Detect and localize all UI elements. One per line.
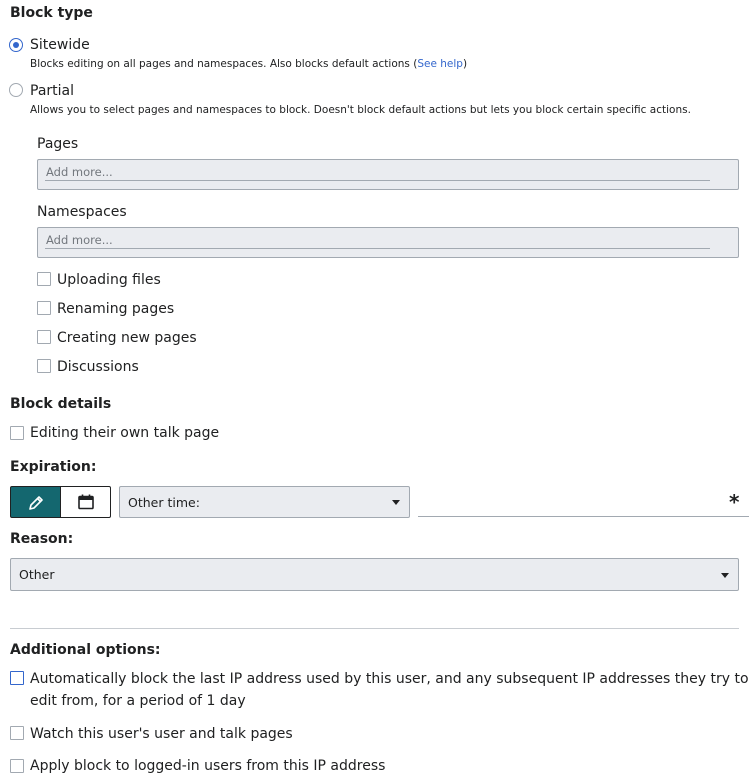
reason-heading: Reason: (10, 531, 74, 547)
additional-options-heading: Additional options: (10, 642, 161, 658)
uploading-files-checkbox[interactable] (37, 272, 51, 286)
see-help-link[interactable]: See help (417, 58, 463, 70)
namespaces-placeholder: Add more... (46, 233, 113, 247)
own-talk-checkbox[interactable] (10, 426, 24, 440)
expiration-heading: Expiration: (10, 459, 97, 475)
namespaces-label: Namespaces (37, 204, 127, 220)
sitewide-help: Blocks editing on all pages and namespaces. Also blocks default actions (See help) (30, 58, 468, 70)
watch-checkbox[interactable] (10, 726, 24, 740)
renaming-pages-label[interactable]: Renaming pages (57, 301, 175, 317)
pages-input[interactable] (37, 159, 739, 190)
hardblock-checkbox[interactable] (10, 759, 24, 773)
autoblock-label-line2[interactable]: edit from, for a period of 1 day (30, 693, 246, 709)
expiry-text-toggle[interactable] (10, 486, 61, 518)
pages-label: Pages (37, 136, 79, 152)
required-asterisk: * (729, 490, 740, 514)
expiry-select[interactable] (119, 486, 410, 518)
pages-placeholder: Add more... (46, 165, 113, 179)
namespaces-input[interactable] (37, 227, 739, 258)
sitewide-radio[interactable] (9, 38, 23, 52)
renaming-pages-checkbox[interactable] (37, 301, 51, 315)
partial-label[interactable]: Partial (30, 83, 74, 99)
chevron-down-icon (721, 573, 729, 578)
partial-help: Allows you to select pages and namespaces to block. Doesn't block default actions but lets you block certain specific actions. (30, 104, 691, 116)
block-type-heading: Block type (10, 5, 93, 21)
discussions-checkbox[interactable] (37, 359, 51, 373)
autoblock-label-line1[interactable]: Automatically block the last IP address used by this user, and any subsequent IP addresses they try to (30, 671, 749, 687)
uploading-files-label[interactable]: Uploading files (57, 272, 161, 288)
creating-pages-checkbox[interactable] (37, 330, 51, 344)
expiry-other-input[interactable] (418, 486, 749, 517)
chevron-down-icon (392, 500, 400, 505)
own-talk-label[interactable]: Editing their own talk page (30, 425, 220, 441)
calendar-icon (77, 493, 95, 511)
sitewide-label[interactable]: Sitewide (30, 37, 90, 53)
partial-radio[interactable] (9, 83, 23, 97)
hardblock-label[interactable]: Apply block to logged-in users from this IP address (30, 758, 386, 774)
watch-label[interactable]: Watch this user's user and talk pages (30, 726, 293, 742)
section-divider (10, 628, 739, 629)
expiry-date-toggle[interactable] (60, 486, 111, 518)
discussions-label[interactable]: Discussions (57, 359, 139, 375)
creating-pages-label[interactable]: Creating new pages (57, 330, 197, 346)
reason-select-value: Other (19, 567, 55, 582)
reason-select[interactable] (10, 558, 739, 591)
block-details-heading: Block details (10, 396, 112, 412)
expiry-select-value: Other time: (128, 495, 200, 510)
autoblock-checkbox[interactable] (10, 671, 24, 685)
pencil-icon (27, 494, 45, 512)
